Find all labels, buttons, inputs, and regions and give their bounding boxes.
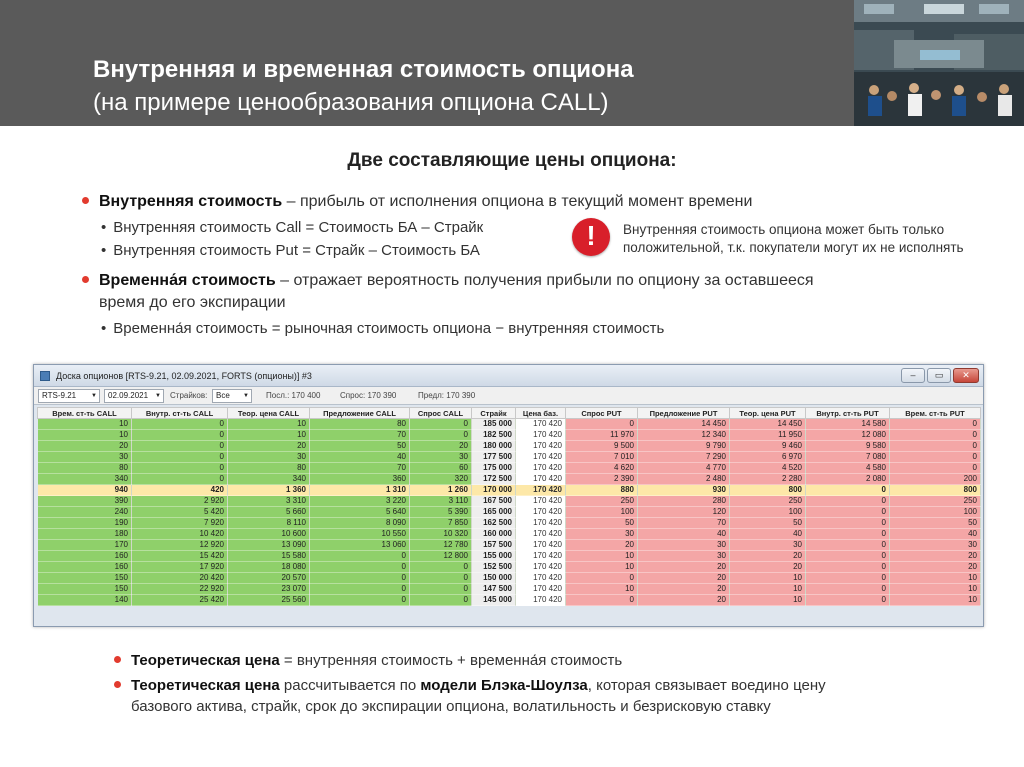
table-cell: 30 — [566, 529, 638, 540]
table-cell: 3 220 — [310, 496, 410, 507]
table-cell: 10 — [566, 562, 638, 573]
warning-line-1: Внутренняя стоимость опциона может быть только — [623, 222, 945, 237]
chevron-down-icon: ▼ — [155, 393, 161, 399]
table-cell: 0 — [132, 430, 228, 441]
slide-title: Внутренняя и временная стоимость опциона — [93, 56, 634, 83]
table-cell: 7 010 — [566, 452, 638, 463]
table-cell: 170 420 — [516, 595, 566, 606]
note-2-mid: рассчитывается по — [279, 677, 421, 694]
formula-intrinsic-call: Внутренняя стоимость Call = Стоимость БА – Страйк — [113, 219, 484, 236]
table-cell: 150 — [38, 573, 132, 584]
table-cell: 50 — [730, 518, 806, 529]
bullet-dot-icon — [82, 197, 89, 204]
bullet-intrinsic — [82, 191, 752, 212]
table-cell: 170 420 — [516, 485, 566, 496]
table-cell: 11 970 — [566, 430, 638, 441]
table-cell: 420 — [132, 485, 228, 496]
note-2-line-2: базового актива, страйк, срок до экспирации опциона, волатильность и безрисковую ставку — [131, 698, 771, 715]
table-cell: 0 — [310, 562, 410, 573]
table-cell: 0 — [890, 452, 981, 463]
note-theoretical-price — [114, 650, 622, 671]
table-cell: 150 000 — [472, 573, 516, 584]
table-row[interactable] — [38, 441, 981, 452]
table-cell: 0 — [410, 595, 472, 606]
note-2-rest: , которая связывает воедино цену — [587, 677, 826, 694]
table-cell: 22 920 — [132, 584, 228, 595]
table-cell: 170 420 — [516, 540, 566, 551]
table-cell: 0 — [806, 529, 890, 540]
table-cell: 10 — [566, 551, 638, 562]
table-cell: 170 420 — [516, 419, 566, 430]
table-cell: 800 — [890, 485, 981, 496]
minimize-button[interactable]: ‒ — [901, 368, 925, 383]
table-cell: 80 — [310, 419, 410, 430]
table-cell: 0 — [806, 562, 890, 573]
chevron-down-icon: ▼ — [91, 393, 97, 399]
table-row[interactable] — [38, 573, 981, 584]
table-row[interactable] — [38, 529, 981, 540]
table-cell: 320 — [410, 474, 472, 485]
chevron-down-icon: ▼ — [243, 393, 249, 399]
table-cell: 170 420 — [516, 507, 566, 518]
column-header[interactable]: Врем. ст-ть CALL — [38, 408, 132, 419]
bullet-intrinsic-call: • Внутренняя стоимость Call = Стоимость БА – Страйк — [101, 219, 484, 236]
table-cell: 175 000 — [472, 463, 516, 474]
table-cell: 12 800 — [410, 551, 472, 562]
table-cell: 250 — [890, 496, 981, 507]
date-select[interactable] — [104, 389, 164, 403]
table-cell: 250 — [730, 496, 806, 507]
table-cell: 1 260 — [410, 485, 472, 496]
table-cell: 17 920 — [132, 562, 228, 573]
table-cell: 7 290 — [638, 452, 730, 463]
window-toolbar — [34, 387, 983, 405]
table-cell: 182 500 — [472, 430, 516, 441]
table-cell: 50 — [890, 518, 981, 529]
table-cell: 13 060 — [310, 540, 410, 551]
table-row[interactable] — [38, 551, 981, 562]
table-cell: 0 — [566, 419, 638, 430]
table-cell: 170 420 — [516, 518, 566, 529]
table-cell: 940 — [38, 485, 132, 496]
table-cell: 0 — [410, 584, 472, 595]
last-price: Посл.: 170 400 — [266, 391, 321, 400]
table-cell: 0 — [310, 551, 410, 562]
table-cell: 2 080 — [806, 474, 890, 485]
section-title: Две составляющие цены опциона: — [347, 150, 677, 171]
table-cell: 165 000 — [472, 507, 516, 518]
table-cell: 0 — [566, 595, 638, 606]
term-theoretical-price-2: Теоретическая цена — [131, 677, 280, 694]
table-cell: 11 950 — [730, 430, 806, 441]
table-cell: 930 — [638, 485, 730, 496]
table-cell: 140 — [38, 595, 132, 606]
term-theoretical-price: Теоретическая цена — [131, 652, 280, 669]
table-cell: 0 — [132, 419, 228, 430]
table-row[interactable] — [38, 419, 981, 430]
table-cell: 0 — [806, 540, 890, 551]
table-cell: 20 420 — [132, 573, 228, 584]
table-cell: 20 — [890, 551, 981, 562]
strikes-label: Страйков: — [170, 391, 208, 400]
column-header[interactable]: Спрос PUT — [566, 408, 638, 419]
table-cell: 170 420 — [516, 562, 566, 573]
table-row[interactable] — [38, 507, 981, 518]
instrument-value: RTS-9.21 — [42, 391, 77, 400]
table-cell: 0 — [310, 584, 410, 595]
table-cell: 10 — [38, 419, 132, 430]
close-button[interactable]: ✕ — [953, 368, 979, 383]
table-cell: 0 — [806, 507, 890, 518]
table-cell: 2 280 — [730, 474, 806, 485]
table-cell: 155 000 — [472, 551, 516, 562]
table-cell: 40 — [890, 529, 981, 540]
table-cell: 0 — [806, 595, 890, 606]
column-header[interactable]: Теор. цена PUT — [730, 408, 806, 419]
table-cell: 7 080 — [806, 452, 890, 463]
bullet-dot-icon — [82, 276, 89, 283]
table-cell: 170 420 — [516, 573, 566, 584]
table-header-row — [38, 408, 981, 419]
table-cell: 190 — [38, 518, 132, 529]
table-cell: 20 — [730, 562, 806, 573]
strikes-value: Все — [216, 391, 230, 400]
table-cell: 20 — [228, 441, 310, 452]
table-cell: 0 — [310, 573, 410, 584]
table-cell: 0 — [132, 463, 228, 474]
table-cell: 4 620 — [566, 463, 638, 474]
term-time-value: Временна́я стоимость — [99, 272, 276, 289]
ask-price: Предл: 170 390 — [418, 391, 476, 400]
formula-intrinsic-put: Внутренняя стоимость Put = Страйк – Стоимость БА — [113, 242, 480, 259]
table-cell: 0 — [410, 562, 472, 573]
table-cell: 0 — [806, 573, 890, 584]
table-row[interactable] — [38, 463, 981, 474]
exclamation-icon: ! — [572, 218, 610, 256]
column-header[interactable]: Предложение PUT — [638, 408, 730, 419]
table-cell: 10 — [730, 595, 806, 606]
table-cell: 30 — [638, 540, 730, 551]
table-cell: 0 — [890, 419, 981, 430]
table-cell: 10 320 — [410, 529, 472, 540]
table-cell: 147 500 — [472, 584, 516, 595]
table-cell: 20 — [38, 441, 132, 452]
table-row[interactable] — [38, 540, 981, 551]
option-board-window — [33, 364, 984, 627]
table-cell: 40 — [638, 529, 730, 540]
table-cell: 10 600 — [228, 529, 310, 540]
table-cell: 14 450 — [638, 419, 730, 430]
table-cell: 80 — [228, 463, 310, 474]
table-cell: 30 — [638, 551, 730, 562]
table-cell: 185 000 — [472, 419, 516, 430]
table-cell: 20 — [638, 562, 730, 573]
table-cell: 50 — [566, 518, 638, 529]
table-cell: 14 450 — [730, 419, 806, 430]
trading-floor-photo — [854, 0, 1024, 126]
table-cell: 6 970 — [730, 452, 806, 463]
table-cell: 240 — [38, 507, 132, 518]
table-cell: 30 — [228, 452, 310, 463]
bullet-dot-icon — [114, 681, 121, 688]
note-1-text: = внутренняя стоимость + временна́я стоимость — [279, 652, 623, 669]
table-cell: 2 390 — [566, 474, 638, 485]
table-row[interactable] — [38, 430, 981, 441]
table-cell: 5 390 — [410, 507, 472, 518]
bullet-time-formula: • Временна́я стоимость = рыночная стоимость опциона − внутренняя стоимость — [101, 320, 665, 337]
table-cell: 2 920 — [132, 496, 228, 507]
table-cell: 0 — [410, 419, 472, 430]
table-cell: 150 — [38, 584, 132, 595]
column-header[interactable]: Предложение CALL — [310, 408, 410, 419]
slide-header — [0, 0, 1024, 126]
table-cell: 9 460 — [730, 441, 806, 452]
table-cell: 10 — [228, 419, 310, 430]
table-cell: 12 080 — [806, 430, 890, 441]
table-row[interactable] — [38, 518, 981, 529]
column-header[interactable]: Врем. ст-ть PUT — [890, 408, 981, 419]
table-cell: 20 — [410, 441, 472, 452]
table-cell: 80 — [38, 463, 132, 474]
slide-subtitle: (на примере ценообразования опциона CALL) — [93, 89, 609, 116]
table-cell: 157 500 — [472, 540, 516, 551]
table-cell: 170 420 — [516, 496, 566, 507]
table-cell: 100 — [566, 507, 638, 518]
table-cell: 170 420 — [516, 529, 566, 540]
table-cell: 0 — [890, 430, 981, 441]
column-header[interactable]: Теор. цена CALL — [228, 408, 310, 419]
table-cell: 18 080 — [228, 562, 310, 573]
bullet-intrinsic-put: • Внутренняя стоимость Put = Страйк – Стоимость БА — [101, 242, 480, 259]
term-intrinsic: Внутренняя стоимость — [99, 193, 283, 210]
table-cell: 10 — [228, 430, 310, 441]
table-cell: 0 — [806, 485, 890, 496]
table-cell: 10 — [890, 584, 981, 595]
table-cell: 152 500 — [472, 562, 516, 573]
table-cell: 60 — [410, 463, 472, 474]
table-cell: 20 — [890, 562, 981, 573]
column-header[interactable]: Спрос CALL — [410, 408, 472, 419]
note-black-scholes — [114, 675, 826, 696]
table-cell: 20 — [566, 540, 638, 551]
table-cell: 10 — [730, 584, 806, 595]
table-cell: 70 — [638, 518, 730, 529]
table-cell: 25 560 — [228, 595, 310, 606]
table-cell: 12 340 — [638, 430, 730, 441]
table-cell: 50 — [310, 441, 410, 452]
table-cell: 10 — [38, 430, 132, 441]
table-cell: 177 500 — [472, 452, 516, 463]
table-cell: 9 790 — [638, 441, 730, 452]
table-cell: 20 — [638, 595, 730, 606]
table-body — [38, 419, 981, 606]
column-header[interactable]: Страйк — [472, 408, 516, 419]
table-cell: 70 — [310, 430, 410, 441]
table-cell: 100 — [730, 507, 806, 518]
table-row[interactable] — [38, 562, 981, 573]
window-titlebar[interactable] — [34, 365, 983, 387]
table-cell: 170 420 — [516, 430, 566, 441]
def-time-value-2: время до его экспирации — [99, 294, 286, 311]
table-cell: 0 — [410, 430, 472, 441]
table-cell: 9 500 — [566, 441, 638, 452]
table-cell: 162 500 — [472, 518, 516, 529]
table-cell: 10 — [890, 595, 981, 606]
table-cell: 12 920 — [132, 540, 228, 551]
table-cell: 160 — [38, 562, 132, 573]
table-cell: 0 — [566, 573, 638, 584]
table-cell: 12 780 — [410, 540, 472, 551]
table-cell: 4 520 — [730, 463, 806, 474]
table-cell: 4 580 — [806, 463, 890, 474]
warning-text — [623, 221, 964, 257]
strikes-select[interactable] — [212, 389, 252, 403]
table-row[interactable] — [38, 474, 981, 485]
table-cell: 170 420 — [516, 463, 566, 474]
instrument-select[interactable] — [38, 389, 100, 403]
table-cell: 180 — [38, 529, 132, 540]
table-cell: 880 — [566, 485, 638, 496]
table-cell: 280 — [638, 496, 730, 507]
table-cell: 0 — [806, 496, 890, 507]
app-icon — [40, 371, 50, 381]
table-row[interactable] — [38, 485, 981, 496]
table-cell: 23 070 — [228, 584, 310, 595]
table-row[interactable] — [38, 595, 981, 606]
term-black-scholes: модели Блэка-Шоулза — [420, 677, 588, 694]
table-cell: 0 — [132, 441, 228, 452]
table-cell: 100 — [890, 507, 981, 518]
table-cell: 1 360 — [228, 485, 310, 496]
table-cell: 0 — [132, 474, 228, 485]
table-cell: 10 420 — [132, 529, 228, 540]
table-row[interactable] — [38, 496, 981, 507]
table-cell: 170 420 — [516, 441, 566, 452]
table-cell: 170 420 — [516, 551, 566, 562]
table-cell: 360 — [310, 474, 410, 485]
table-cell: 390 — [38, 496, 132, 507]
table-cell: 200 — [890, 474, 981, 485]
table-cell: 0 — [410, 573, 472, 584]
def-time-value-1: – отражает вероятность получения прибыли по опциону за оставшееся — [275, 272, 814, 289]
table-cell: 160 000 — [472, 529, 516, 540]
bid-price: Спрос: 170 390 — [340, 391, 397, 400]
table-cell: 3 110 — [410, 496, 472, 507]
table-cell: 2 480 — [638, 474, 730, 485]
table-cell: 170 — [38, 540, 132, 551]
window-title: Доска опционов [RTS-9.21, 02.09.2021, FORTS (опционы)] #3 — [56, 371, 312, 381]
table-cell: 170 420 — [516, 584, 566, 595]
table-cell: 0 — [890, 463, 981, 474]
table-cell: 20 — [638, 573, 730, 584]
table-cell: 25 420 — [132, 595, 228, 606]
table-cell: 0 — [806, 584, 890, 595]
table-cell: 145 000 — [472, 595, 516, 606]
table-cell: 40 — [730, 529, 806, 540]
table-cell: 15 580 — [228, 551, 310, 562]
def-intrinsic: – прибыль от исполнения опциона в текущий момент времени — [282, 193, 753, 210]
table-cell: 5 420 — [132, 507, 228, 518]
table-cell: 1 310 — [310, 485, 410, 496]
table-cell: 340 — [38, 474, 132, 485]
table-cell: 250 — [566, 496, 638, 507]
table-cell: 70 — [310, 463, 410, 474]
table-cell: 7 920 — [132, 518, 228, 529]
table-cell: 20 570 — [228, 573, 310, 584]
table-cell: 0 — [132, 452, 228, 463]
table-cell: 7 850 — [410, 518, 472, 529]
formula-time-value: Временна́я стоимость = рыночная стоимость опциона − внутренняя стоимость — [113, 320, 665, 337]
table-cell: 172 500 — [472, 474, 516, 485]
table-cell: 0 — [806, 518, 890, 529]
table-row[interactable] — [38, 584, 981, 595]
table-cell: 3 310 — [228, 496, 310, 507]
table-cell: 0 — [890, 441, 981, 452]
table-cell: 20 — [730, 551, 806, 562]
table-cell: 15 420 — [132, 551, 228, 562]
date-value: 02.09.2021 — [108, 391, 149, 400]
table-cell: 40 — [310, 452, 410, 463]
table-cell: 30 — [38, 452, 132, 463]
table-cell: 20 — [638, 584, 730, 595]
table-cell: 340 — [228, 474, 310, 485]
table-cell: 170 000 — [472, 485, 516, 496]
table-row[interactable] — [38, 452, 981, 463]
table-cell: 800 — [730, 485, 806, 496]
table-cell: 170 420 — [516, 474, 566, 485]
table-cell: 10 550 — [310, 529, 410, 540]
bullet-dot-icon — [114, 656, 121, 663]
table-cell: 8 110 — [228, 518, 310, 529]
table-cell: 160 — [38, 551, 132, 562]
table-cell: 120 — [638, 507, 730, 518]
table-cell: 180 000 — [472, 441, 516, 452]
column-header[interactable]: Внутр. ст-ть CALL — [132, 408, 228, 419]
table-cell: 5 660 — [228, 507, 310, 518]
table-cell: 30 — [730, 540, 806, 551]
column-header[interactable]: Цена баз. — [516, 408, 566, 419]
table-cell: 167 500 — [472, 496, 516, 507]
table-cell: 0 — [310, 595, 410, 606]
maximize-button[interactable]: ▭ — [927, 368, 951, 383]
table-cell: 13 090 — [228, 540, 310, 551]
table-cell: 10 — [730, 573, 806, 584]
warning-line-2: положительной, т.к. покупатели могут их не исполнять — [623, 240, 964, 255]
table-cell: 0 — [806, 551, 890, 562]
table-cell: 5 640 — [310, 507, 410, 518]
table-cell: 170 420 — [516, 452, 566, 463]
table-cell: 8 090 — [310, 518, 410, 529]
table-cell: 4 770 — [638, 463, 730, 474]
column-header[interactable]: Внутр. ст-ть PUT — [806, 408, 890, 419]
table-cell: 10 — [890, 573, 981, 584]
option-board-table — [37, 407, 981, 606]
table-cell: 9 580 — [806, 441, 890, 452]
bullet-time-value — [82, 270, 814, 291]
table-cell: 30 — [890, 540, 981, 551]
table-cell: 30 — [410, 452, 472, 463]
table-cell: 14 580 — [806, 419, 890, 430]
table-cell: 10 — [566, 584, 638, 595]
